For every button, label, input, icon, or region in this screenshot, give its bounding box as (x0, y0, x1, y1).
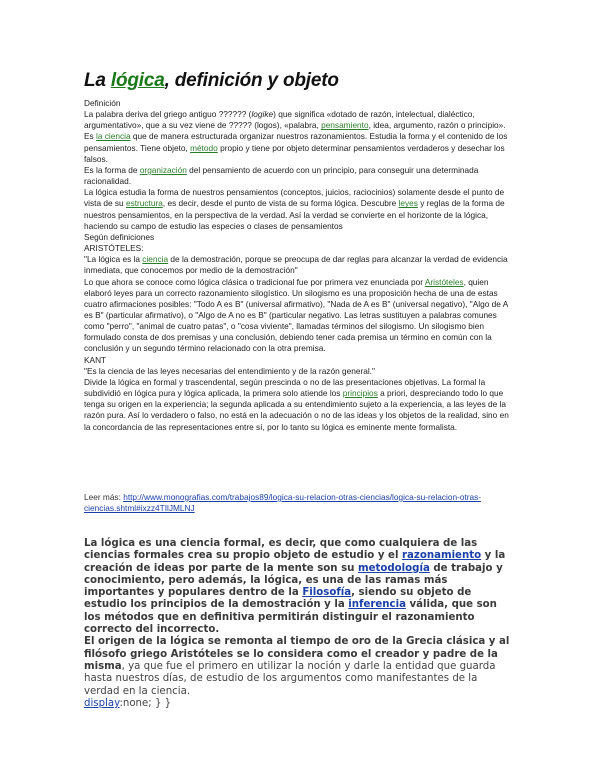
paragraph-kant: Divide la lógica en formal y trascendental, según prescinda o no de las presentaciones objetivas. La formal la subdividió en lógica pura y lógica aplicada, la primera solo atiende los principios a priori, despreciando todo lo que tenga su origen en la experiencia; la segunda aplicada a su entendimiento sujeto a la experiencia, a las leyes de la razón pura. Así lo verdadero o falso, no está en la adecuación o no de las ideas y los objetos de la realidad, sino en la concordancia de las representaciones entre sí, por lo tanto su lógica es eminente mente formalista. (84, 376, 509, 432)
kant-heading: KANT (84, 354, 107, 365)
source-line (84, 492, 516, 514)
leer-mas-label: Leer más: (84, 492, 124, 502)
paragraph-kant-quote: "Es la ciencia de las leyes necesarias del entendimiento y de la razón general." (84, 365, 375, 376)
pensamiento-link[interactable]: pensamiento (321, 120, 369, 131)
title-prefix: La (84, 70, 111, 91)
metodologia-link[interactable]: metodología (357, 562, 430, 574)
principios-link[interactable]: principios (342, 388, 378, 399)
segun-definiciones: Según definiciones (84, 231, 155, 242)
aristoteles-link[interactable]: Aristóteles (424, 276, 464, 287)
article-body (84, 98, 516, 433)
logica-link[interactable]: lógica (110, 70, 165, 91)
organizacion-link[interactable]: organización (139, 164, 187, 175)
razonamiento-link[interactable]: razonamiento (402, 550, 482, 562)
page-title (84, 70, 339, 92)
paragraph-ciencia: Es la ciencia que de manera estructurada organizar nuestros razonamientos. Estudia la forma y el contenido de los pensamientos. Tiene objeto, método propio y tiene por objeto determinar pensamientos verdaderos y desechar los falsos. (84, 131, 508, 164)
ciencia-link[interactable]: ciencia (142, 254, 169, 265)
summary-paragraph-2: El origen de la lógica se remonta al tiempo de oro de la Grecia clásica y al filósofo griego Aristóteles se lo considera como el creador y padre de la misma, ya que fue el primero en utilizar la noción y darle la entidad que guarda hasta nuestros días, de estudio de los argumentos como manifestantes de la verdad en la ciencia. (84, 636, 510, 697)
estructura-link[interactable]: estructura (125, 198, 163, 209)
paragraph-aristoteles-quote: "La lógica es la ciencia de la demostración, porque se preocupa de dar reglas para alcanzar la verdad de evidencia inmediata, que conocemos por medio de la demostración" (84, 254, 508, 276)
source-url-link[interactable]: http://www.monografias.com/trabajos89/logica-su-relacion-otras-ciencias/logica-su-relacion-otras-ciencias.shtml#ixzz4TIlJMLNJ (84, 492, 482, 513)
aristoteles-heading: ARISTÓTELES: (84, 243, 144, 254)
paragraph-estructura: La lógica estudia la forma de nuestros pensamientos (conceptos, juicios, raciocinios) solamente desde el punto de vista de su estructura, es decir, desde el punto de vista de su forma lógica. Descubre leyes y reglas de la forma de nuestros pensamientos, en la perspectiva de la verdad. Así la verdad se convierte en el horizonte de la lógica, haciendo su campo de estudio las especies o clases de pensamientos (84, 187, 505, 231)
definicion-heading: Definición (84, 98, 121, 108)
summary-block (84, 538, 516, 710)
la-ciencia-link[interactable]: la ciencia (96, 131, 131, 142)
css-fragment: display:none; } } (84, 697, 172, 709)
display-link[interactable]: display (84, 697, 120, 709)
paragraph-silogismo: Lo que ahora se conoce como lógica clásica o tradicional fue por primera vez enunciada por Aristóteles, quien elaboró leyes para un correcto razonamiento silogístico. Un silogismo es una proposición hecha de una de estas cuatro afirmaciones posibles: "Todo A es B" (universal afirmativo), "Nada de A es B" (universal negativo), "Algo de A es B" (particular afirmativo), o "Algo de A no es B" (particular negativo. Las letras sustituyen a palabras comunes como "perro", "animal de cuatro patas", o "cosa viviente", llamadas términos del silogismo. Un silogismo bien formulado consta de dos premisas y una conclusión, debiendo tener cada premisa un término en común con la conclusión y un segundo término relacionado con la otra premisa. (84, 276, 508, 354)
title-suffix: , definición y objeto (164, 70, 339, 91)
metodo-link[interactable]: método (190, 142, 218, 153)
inferencia-link[interactable]: inferencia (348, 599, 406, 611)
summary-paragraph-1: La lógica es una ciencia formal, es decir, que como cualquiera de las ciencias formales crea su propio objeto de estudio y el razonamiento y la creación de ideas por parte de la mente son su metodología de trabajo y conocimiento, pero además, la lógica, es una de las ramas más importantes y populares dentro de la Filosofía, siendo su objeto de estudio los principios de la demostración y la inferencia válida, que son los métodos que en definitiva permitirán distinguir el razonamiento correcto del incorrecto. (84, 538, 506, 636)
leyes-link[interactable]: leyes (398, 198, 418, 209)
paragraph-organizacion: Es la forma de organización del pensamiento de acuerdo con un principio, para conseguir una determinada racionalidad. (84, 164, 479, 187)
filosofia-link[interactable]: Filosofía (302, 587, 352, 599)
paragraph-etimologia: La palabra deriva del griego antiguo ?????? (logike) que significa «dotado de razón, intelectual, dialéctico, argumentativo», que a su vez viene de ????? (logos), «palabra, pensamiento, idea, argumento, razón o principio». (84, 109, 506, 131)
